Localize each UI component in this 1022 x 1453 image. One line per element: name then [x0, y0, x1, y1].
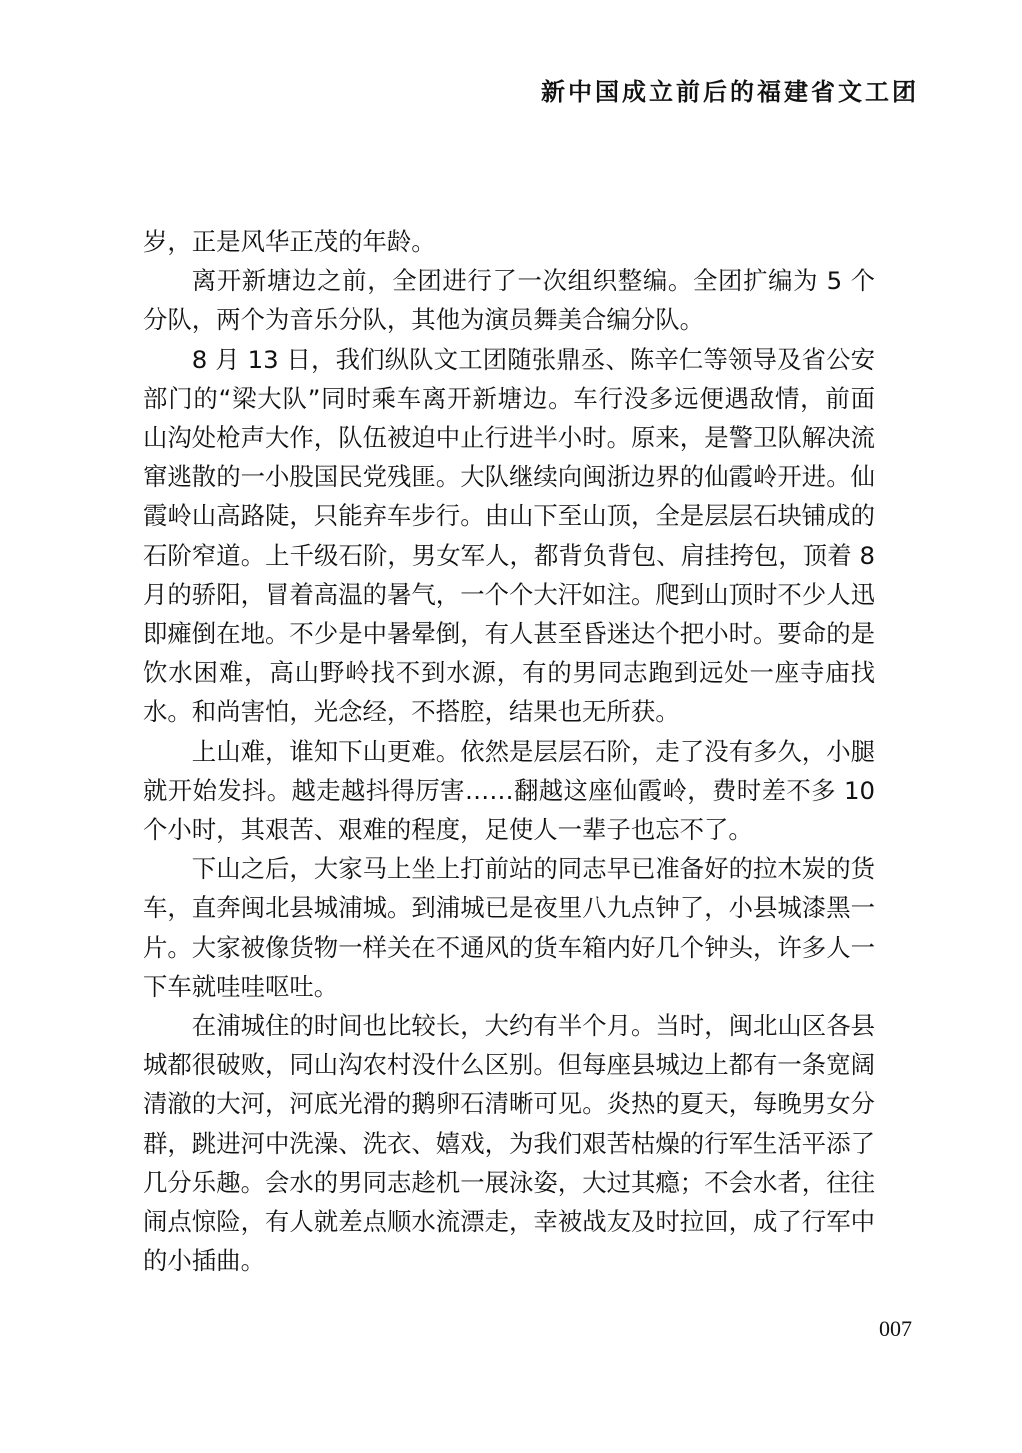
paragraph: 下山之后，大家马上坐上打前站的同志早已准备好的拉木炭的货车，直奔闽北县城浦城。到浦城已是夜里八九点钟了，小县城漆黑一片。大家被像货物一样关在不通风的货车箱内好几个钟头，许多人一下车就哇哇呕吐。 [143, 854, 875, 1001]
running-header: 新中国成立前后的福建省文工团 [541, 77, 919, 106]
paragraph: 离开新塘边之前，全团进行了一次组织整编。全团扩编为 5 个分队，两个为音乐分队，其他为演员舞美合编分队。 [143, 266, 875, 335]
paragraph: 8 月 13 日，我们纵队文工团随张鼎丞、陈辛仁等领导及省公安部门的“梁大队”同时乘车离开新塘边。车行没多远便遇敌情，前面山沟处枪声大作，队伍被迫中止行进半小时。原来，是警卫队解决流窜逃散的一小股国民党残匪。大队继续向闽浙边界的仙霞岭开进。仙霞岭山高路陡，只能弃车步行。由山下至山顶，全是层层石块铺成的石阶窄道。上千级石阶，男女军人，都背负背包、肩挂挎包，顶着 8 月的骄阳，冒着高温的暑气，一个个大汗如注。爬到山顶时不少人迅即瘫倒在地。不少是中暑晕倒，有人甚至昏迷达个把小时。要命的是饮水困难，高山野岭找不到水源，有的男同志跑到远处一座寺庙找水。和尚害怕，光念经，不搭腔，结果也无所获。 [143, 344, 875, 727]
page-number: 007 [879, 1316, 912, 1341]
paragraph: 上山难，谁知下山更难。依然是层层石阶，走了没有多久，小腿就开始发抖。越走越抖得厉害……翻越这座仙霞岭，费时差不多 10 个小时，其艰苦、艰难的程度，足使人一辈子也忘不了。 [143, 736, 875, 845]
body-text [143, 222, 875, 1280]
paragraph: 在浦城住的时间也比较长，大约有半个月。当时，闽北山区各县城都很破败，同山沟农村没什么区别。但每座县城边上都有一条宽阔清澈的大河，河底光滑的鹅卵石清晰可见。炎热的夏天，每晚男女分群，跳进河中洗澡、洗衣、嬉戏，为我们艰苦枯燥的行军生活平添了几分乐趣。会水的男同志趁机一展泳姿，大过其瘾；不会水者，往往闹点惊险，有人就差点顺水流漂走，幸被战友及时拉回，成了行军中的小插曲。 [143, 1011, 875, 1276]
paragraph-continuation: 岁，正是风华正茂的年龄。 [143, 227, 436, 256]
